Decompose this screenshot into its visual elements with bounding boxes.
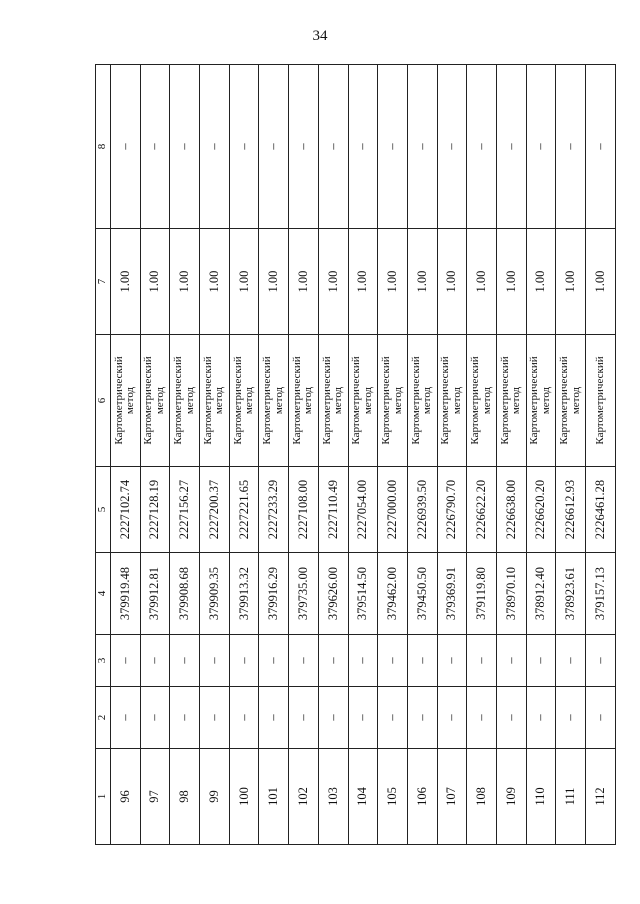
coordinate-y-cell: 2227200.37	[200, 467, 230, 553]
method-line-2: метод	[272, 386, 285, 415]
table-row	[496, 65, 526, 845]
column-header: 3	[96, 635, 111, 687]
column-header: 7	[96, 229, 111, 335]
accuracy-cell: 1.00	[378, 229, 408, 335]
method-line-1: Картометрический	[142, 356, 155, 445]
table-row	[437, 65, 467, 845]
column-header: 6	[96, 335, 111, 467]
coordinate-y-cell: 2226620.20	[526, 467, 556, 553]
coordinate-y-cell: 2226790.70	[437, 467, 467, 553]
coordinate-y-cell: 2226638.00	[496, 467, 526, 553]
table-row	[318, 65, 348, 845]
cell-col-8: –	[496, 65, 526, 229]
cell-col-3: –	[378, 635, 408, 687]
point-number-cell: 106	[407, 749, 437, 845]
cell-col-3: –	[556, 635, 586, 687]
accuracy-cell: 1.00	[140, 229, 170, 335]
method-line-2: метод	[361, 386, 374, 415]
table-row	[140, 65, 170, 845]
cell-col-8: –	[318, 65, 348, 229]
cell-col-3: –	[526, 635, 556, 687]
table-row	[229, 65, 259, 845]
method-line-1: Картометрический	[593, 356, 606, 445]
cell-col-8: –	[378, 65, 408, 229]
method-line-1: Картометрический	[528, 356, 541, 445]
point-number-cell: 101	[259, 749, 289, 845]
point-number-cell: 112	[586, 749, 616, 845]
point-number-cell: 98	[170, 749, 200, 845]
method-line-2: метод	[302, 386, 315, 415]
point-number-cell: 100	[229, 749, 259, 845]
cell-col-8: –	[407, 65, 437, 229]
cell-col-3: –	[318, 635, 348, 687]
accuracy-cell: 1.00	[348, 229, 378, 335]
cell-col-8: –	[111, 65, 141, 229]
point-number-cell: 102	[289, 749, 319, 845]
coordinate-y-cell: 2226939.50	[407, 467, 437, 553]
method-cell	[556, 335, 586, 467]
coordinate-x-cell: 379908.68	[170, 553, 200, 635]
cell-col-3: –	[140, 635, 170, 687]
point-number-cell: 111	[556, 749, 586, 845]
cell-col-2: –	[467, 687, 497, 749]
cell-col-2: –	[111, 687, 141, 749]
table-row	[170, 65, 200, 845]
method-line-2: метод	[243, 386, 256, 415]
table-row	[407, 65, 437, 845]
method-line-2: метод	[480, 386, 493, 415]
method-line-1: Картометрический	[112, 356, 125, 445]
method-line-2: метод	[183, 386, 196, 415]
cell-col-2: –	[318, 687, 348, 749]
coordinate-y-cell: 2226622.20	[467, 467, 497, 553]
cell-col-3: –	[111, 635, 141, 687]
cell-col-8: –	[289, 65, 319, 229]
accuracy-cell: 1.00	[556, 229, 586, 335]
method-line-2: метод	[569, 386, 582, 415]
method-cell	[289, 335, 319, 467]
accuracy-cell: 1.00	[526, 229, 556, 335]
coordinate-y-cell: 2227128.19	[140, 467, 170, 553]
cell-col-2: –	[437, 687, 467, 749]
accuracy-cell: 1.00	[437, 229, 467, 335]
cell-col-2: –	[200, 687, 230, 749]
cell-col-2: –	[170, 687, 200, 749]
point-number-cell: 105	[378, 749, 408, 845]
table-row	[556, 65, 586, 845]
accuracy-cell: 1.00	[111, 229, 141, 335]
accuracy-cell: 1.00	[200, 229, 230, 335]
method-cell	[111, 335, 141, 467]
method-line-2: метод	[539, 386, 552, 415]
accuracy-cell: 1.00	[318, 229, 348, 335]
method-line-1: Картометрический	[231, 356, 244, 445]
cell-col-2: –	[586, 687, 616, 749]
cell-col-2: –	[229, 687, 259, 749]
method-cell	[378, 335, 408, 467]
method-line-1: Картометрический	[379, 356, 392, 445]
method-line-1: Картометрический	[558, 356, 571, 445]
method-line-1: Картометрический	[290, 356, 303, 445]
cell-col-8: –	[200, 65, 230, 229]
cell-col-2: –	[259, 687, 289, 749]
cell-col-3: –	[407, 635, 437, 687]
cell-col-8: –	[526, 65, 556, 229]
coordinate-y-cell: 2227054.00	[348, 467, 378, 553]
method-line-2: метод	[510, 386, 523, 415]
coordinates-table	[95, 64, 616, 845]
coordinate-y-cell: 2226612.93	[556, 467, 586, 553]
coordinate-x-cell: 379909.35	[200, 553, 230, 635]
method-cell	[586, 335, 616, 467]
method-cell	[437, 335, 467, 467]
cell-col-3: –	[289, 635, 319, 687]
cell-col-2: –	[496, 687, 526, 749]
point-number-cell: 104	[348, 749, 378, 845]
point-number-cell: 97	[140, 749, 170, 845]
method-cell	[407, 335, 437, 467]
coordinate-y-cell: 2227000.00	[378, 467, 408, 553]
accuracy-cell: 1.00	[289, 229, 319, 335]
column-header: 4	[96, 553, 111, 635]
table-row	[348, 65, 378, 845]
cell-col-3: –	[200, 635, 230, 687]
accuracy-cell: 1.00	[407, 229, 437, 335]
cell-col-8: –	[437, 65, 467, 229]
accuracy-cell: 1.00	[586, 229, 616, 335]
cell-col-2: –	[140, 687, 170, 749]
point-number-cell: 109	[496, 749, 526, 845]
coordinate-y-cell: 2227156.27	[170, 467, 200, 553]
cell-col-2: –	[378, 687, 408, 749]
column-header: 1	[96, 749, 111, 845]
coordinate-y-cell: 2227221.65	[229, 467, 259, 553]
method-line-2: метод	[391, 386, 404, 415]
method-cell	[318, 335, 348, 467]
method-line-2: метод	[450, 386, 463, 415]
table-row	[467, 65, 497, 845]
cell-col-3: –	[496, 635, 526, 687]
column-header: 5	[96, 467, 111, 553]
method-line-1: Картометрический	[350, 356, 363, 445]
method-line-2: метод	[124, 386, 137, 415]
cell-col-8: –	[556, 65, 586, 229]
accuracy-cell: 1.00	[229, 229, 259, 335]
table-row	[259, 65, 289, 845]
coordinate-x-cell: 378923.61	[556, 553, 586, 635]
method-line-1: Картометрический	[261, 356, 274, 445]
header-row	[96, 65, 111, 845]
method-line-1: Картометрический	[498, 356, 511, 445]
column-header: 8	[96, 65, 111, 229]
coordinate-x-cell: 378912.40	[526, 553, 556, 635]
cell-col-3: –	[348, 635, 378, 687]
accuracy-cell: 1.00	[259, 229, 289, 335]
method-cell	[170, 335, 200, 467]
method-line-1: Картометрический	[439, 356, 452, 445]
page-number: 34	[312, 28, 328, 44]
method-line-2: метод	[421, 386, 434, 415]
cell-col-3: –	[586, 635, 616, 687]
method-line-2: метод	[332, 386, 345, 415]
coordinate-x-cell: 379919.48	[111, 553, 141, 635]
table-row	[289, 65, 319, 845]
point-number-cell: 96	[111, 749, 141, 845]
cell-col-2: –	[289, 687, 319, 749]
coordinates-table-frame	[95, 65, 610, 845]
method-line-1: Картометрический	[201, 356, 214, 445]
coordinate-y-cell: 2227233.29	[259, 467, 289, 553]
cell-col-8: –	[259, 65, 289, 229]
accuracy-cell: 1.00	[496, 229, 526, 335]
coordinate-x-cell: 379514.50	[348, 553, 378, 635]
method-cell	[348, 335, 378, 467]
coordinate-x-cell: 379916.29	[259, 553, 289, 635]
cell-col-8: –	[467, 65, 497, 229]
method-cell	[467, 335, 497, 467]
coordinate-x-cell: 379119.80	[467, 553, 497, 635]
cell-col-3: –	[467, 635, 497, 687]
cell-col-3: –	[437, 635, 467, 687]
table-row	[526, 65, 556, 845]
method-line-2: метод	[213, 386, 226, 415]
cell-col-2: –	[348, 687, 378, 749]
cell-col-8: –	[140, 65, 170, 229]
method-cell	[526, 335, 556, 467]
coordinate-x-cell: 379369.91	[437, 553, 467, 635]
coordinate-y-cell: 2227102.74	[111, 467, 141, 553]
coordinate-x-cell: 379450.50	[407, 553, 437, 635]
cell-col-2: –	[556, 687, 586, 749]
table-body	[111, 65, 616, 845]
cell-col-2: –	[526, 687, 556, 749]
method-line-1: Картометрический	[469, 356, 482, 445]
cell-col-3: –	[170, 635, 200, 687]
coordinate-y-cell: 2227108.00	[289, 467, 319, 553]
coordinate-x-cell: 379913.32	[229, 553, 259, 635]
cell-col-8: –	[348, 65, 378, 229]
point-number-cell: 110	[526, 749, 556, 845]
coordinate-x-cell: 378970.10	[496, 553, 526, 635]
table-row	[378, 65, 408, 845]
method-line-1: Картометрический	[172, 356, 185, 445]
cell-col-3: –	[259, 635, 289, 687]
cell-col-8: –	[170, 65, 200, 229]
accuracy-cell: 1.00	[170, 229, 200, 335]
point-number-cell: 108	[467, 749, 497, 845]
cell-col-8: –	[229, 65, 259, 229]
coordinate-x-cell: 379912.81	[140, 553, 170, 635]
coordinate-x-cell: 379462.00	[378, 553, 408, 635]
point-number-cell: 99	[200, 749, 230, 845]
coordinate-y-cell: 2227110.49	[318, 467, 348, 553]
cell-col-8: –	[586, 65, 616, 229]
table-row	[111, 65, 141, 845]
cell-col-3: –	[229, 635, 259, 687]
method-line-1: Картометрический	[320, 356, 333, 445]
coordinate-x-cell: 379735.00	[289, 553, 319, 635]
point-number-cell: 107	[437, 749, 467, 845]
table-row	[200, 65, 230, 845]
coordinate-y-cell: 2226461.28	[586, 467, 616, 553]
coordinate-x-cell: 379157.13	[586, 553, 616, 635]
method-line-2: метод	[154, 386, 167, 415]
coordinate-x-cell: 379626.00	[318, 553, 348, 635]
accuracy-cell: 1.00	[467, 229, 497, 335]
method-cell	[229, 335, 259, 467]
method-cell	[200, 335, 230, 467]
point-number-cell: 103	[318, 749, 348, 845]
cell-col-2: –	[407, 687, 437, 749]
column-header: 2	[96, 687, 111, 749]
method-cell	[496, 335, 526, 467]
method-line-1: Картометрический	[409, 356, 422, 445]
table-row	[586, 65, 616, 845]
method-cell	[259, 335, 289, 467]
method-cell	[140, 335, 170, 467]
